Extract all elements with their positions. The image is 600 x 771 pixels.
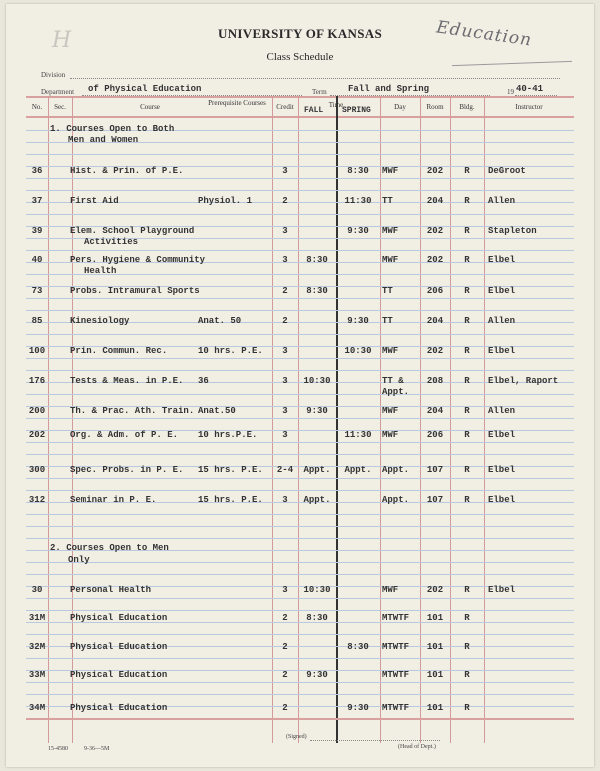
ruled-line	[26, 610, 574, 611]
section-heading-2-cont: Only	[68, 555, 90, 565]
cell-prereq: Physiol. 1	[198, 196, 253, 206]
ruled-line	[26, 214, 574, 215]
cell-bldg: R	[464, 376, 470, 386]
cell-bldg: R	[464, 406, 470, 416]
ruled-line	[26, 358, 574, 359]
ruled-line	[26, 394, 574, 395]
cell-no: 312	[28, 495, 46, 505]
cell-spring-time: 8:30	[347, 642, 369, 652]
col-head-no: No.	[31, 103, 43, 111]
cell-instructor: Elbel	[488, 430, 516, 440]
ruled-line	[26, 190, 574, 191]
cell-no: 30	[31, 585, 43, 595]
cell-bldg: R	[464, 196, 470, 206]
ruled-line	[26, 454, 574, 455]
cell-no: 34M	[28, 703, 46, 713]
cell-spring-time: Appt.	[344, 465, 372, 475]
cell-day: MWF	[382, 346, 399, 356]
ruled-line	[26, 370, 574, 371]
cell-day: MWF	[382, 430, 399, 440]
term-label: Term	[312, 88, 327, 96]
cell-prereq: 10 hrs.P.E.	[198, 430, 258, 440]
cell-day: MWF	[382, 585, 399, 595]
cell-spring-time: 9:30	[347, 316, 369, 326]
cell-credit: 2	[282, 642, 288, 652]
cell-room: 204	[426, 196, 444, 206]
cell-bldg: R	[464, 255, 470, 265]
col-head-instructor: Instructor	[515, 103, 543, 111]
cell-instructor: Allen	[488, 196, 516, 206]
division-line	[70, 78, 560, 79]
cell-room: 107	[426, 495, 444, 505]
ruled-line	[26, 526, 574, 527]
cell-room: 202	[426, 166, 444, 176]
cell-no: 100	[28, 346, 46, 356]
signed-label: (Signed)	[286, 734, 307, 740]
cell-no: 37	[31, 196, 43, 206]
cell-prereq: Anat.50	[198, 406, 236, 416]
cell-course: Physical Education	[70, 642, 168, 652]
cell-course: First Aid	[70, 196, 119, 206]
ruled-line	[26, 682, 574, 683]
cell-no: 31M	[28, 613, 46, 623]
cell-room: 204	[426, 406, 444, 416]
cell-bldg: R	[464, 613, 470, 623]
ruled-line	[26, 442, 574, 443]
cell-credit: 3	[282, 406, 288, 416]
cell-course: Probs. Intramural Sports	[70, 286, 200, 296]
section-heading-2: 2. Courses Open to Men	[50, 543, 169, 553]
cell-instructor: Elbel	[488, 465, 516, 475]
cell-bldg: R	[464, 286, 470, 296]
cell-no: 73	[31, 286, 43, 296]
cell-course-cont: Health	[84, 266, 117, 276]
cell-prereq: 15 hrs. P.E.	[198, 495, 263, 505]
cell-room: 204	[426, 316, 444, 326]
cell-fall-time: 10:30	[303, 585, 331, 595]
cell-course: Tests & Meas. in P.E.	[70, 376, 184, 386]
faint-pencil-mark: H	[52, 28, 72, 53]
ruled-line	[26, 334, 574, 335]
cell-credit: 2	[282, 196, 288, 206]
col-head-credit: Credit	[276, 103, 294, 111]
ruled-line	[26, 658, 574, 659]
ruled-line	[26, 490, 574, 491]
col-head-sec: Sec.	[54, 103, 66, 111]
cell-instructor: Elbel	[488, 286, 516, 296]
cell-course: Org. & Adm. of P. E.	[70, 430, 179, 440]
cell-instructor: Elbel	[488, 255, 516, 265]
cell-no: 85	[31, 316, 43, 326]
cell-day: MWF	[382, 406, 399, 416]
cell-fall-time: Appt.	[303, 465, 331, 475]
term-value: Fall and Spring	[348, 84, 430, 94]
cell-fall-time: 10:30	[303, 376, 331, 386]
cell-no: 176	[28, 376, 46, 386]
ruled-line	[26, 538, 574, 539]
cell-credit: 2-4	[276, 465, 294, 475]
university-title: UNIVERSITY OF KANSAS	[218, 26, 382, 41]
cell-room: 101	[426, 670, 444, 680]
cell-prereq: Anat. 50	[198, 316, 242, 326]
cell-fall-time: 8:30	[306, 286, 328, 296]
cell-no: 300	[28, 465, 46, 475]
cell-credit: 3	[282, 166, 288, 176]
form-subtitle: Class Schedule	[266, 51, 334, 63]
ruled-line	[26, 250, 574, 251]
cell-credit: 2	[282, 703, 288, 713]
cell-bldg: R	[464, 642, 470, 652]
section-heading-1-cont: Men and Women	[68, 135, 139, 145]
cell-day: MTWTF	[382, 613, 410, 623]
cell-instructor: Allen	[488, 406, 516, 416]
cell-credit: 2	[282, 613, 288, 623]
cell-spring-time: 10:30	[344, 346, 372, 356]
cell-course: Personal Health	[70, 585, 152, 595]
col-head-spring: SPRING	[342, 106, 371, 115]
cell-credit: 2	[282, 316, 288, 326]
cell-spring-time: 9:30	[347, 703, 369, 713]
cell-credit: 2	[282, 670, 288, 680]
cell-day: TT &	[382, 376, 404, 386]
ruled-line	[26, 562, 574, 563]
cell-credit: 3	[282, 226, 288, 236]
cell-bldg: R	[464, 670, 470, 680]
cell-prereq: 15 hrs. P.E.	[198, 465, 263, 475]
cell-course: Th. & Prac. Ath. Train.	[70, 406, 195, 416]
cell-day: MWF	[382, 166, 399, 176]
cell-day: MTWTF	[382, 642, 410, 652]
cell-fall-time: Appt.	[303, 495, 331, 505]
cell-credit: 3	[282, 430, 288, 440]
cell-course: Pers. Hygiene & Community	[70, 255, 206, 265]
ruled-line	[26, 514, 574, 515]
cell-room: 206	[426, 430, 444, 440]
cell-room: 101	[426, 703, 444, 713]
cell-no: 36	[31, 166, 43, 176]
cell-day-cont: Appt.	[382, 387, 410, 397]
col-head-room: Room	[426, 103, 444, 111]
ruled-line	[26, 178, 574, 179]
print-code: 9-36—5M	[84, 746, 110, 752]
cell-room: 202	[426, 255, 444, 265]
year-value: 40-41	[516, 84, 544, 94]
cell-bldg: R	[464, 346, 470, 356]
head-of-dept-label: (Head of Dept.)	[398, 744, 436, 750]
cell-course-cont: Activities	[84, 237, 139, 247]
cell-room: 107	[426, 465, 444, 475]
ruled-line	[26, 310, 574, 311]
cell-course: Spec. Probs. in P. E.	[70, 465, 184, 475]
division-label: Division	[41, 71, 66, 79]
cell-course: Elem. School Playground	[70, 226, 195, 236]
cell-instructor: DeGroot	[488, 166, 526, 176]
col-head-time: Time	[328, 101, 344, 109]
ruled-line	[26, 574, 574, 575]
cell-no: 33M	[28, 670, 46, 680]
form-number: 15-4580	[48, 746, 68, 752]
cell-bldg: R	[464, 703, 470, 713]
cell-credit: 2	[282, 286, 288, 296]
ruled-line	[26, 298, 574, 299]
department-value: of Physical Education	[88, 84, 202, 94]
cell-room: 101	[426, 613, 444, 623]
cell-room: 208	[426, 376, 444, 386]
cell-instructor: Stapleton	[488, 226, 537, 236]
cell-no: 40	[31, 255, 43, 265]
cell-day: MTWTF	[382, 670, 410, 680]
cell-day: TT	[382, 316, 393, 326]
cell-bldg: R	[464, 495, 470, 505]
section-heading-1: 1. Courses Open to Both	[50, 124, 175, 134]
ruled-line	[26, 418, 574, 419]
col-head-day: Day	[394, 103, 406, 111]
cell-course: Physical Education	[70, 613, 168, 623]
cell-day: TT	[382, 196, 393, 206]
cell-spring-time: 11:30	[344, 196, 372, 206]
cell-credit: 3	[282, 255, 288, 265]
cell-day: Appt.	[382, 495, 410, 505]
cell-course: Hist. & Prin. of P.E.	[70, 166, 184, 176]
cell-fall-time: 9:30	[306, 670, 328, 680]
cell-instructor: Elbel, Raport	[488, 376, 559, 386]
ruled-line	[26, 154, 574, 155]
cell-day: MTWTF	[382, 703, 410, 713]
department-label: Department	[41, 88, 75, 96]
cell-spring-time: 11:30	[344, 430, 372, 440]
ruled-line	[26, 598, 574, 599]
cell-instructor: Elbel	[488, 495, 516, 505]
cell-spring-time: 8:30	[347, 166, 369, 176]
header-bottom-rule	[26, 116, 574, 118]
cell-credit: 3	[282, 585, 288, 595]
cell-room: 202	[426, 346, 444, 356]
cell-course: Physical Education	[70, 670, 168, 680]
table-top-rule	[26, 96, 574, 98]
cell-instructor: Elbel	[488, 585, 516, 595]
table-bottom-rule	[26, 718, 574, 720]
year-prefix: 19	[507, 88, 514, 96]
cell-no: 39	[31, 226, 43, 236]
cell-room: 206	[426, 286, 444, 296]
cell-bldg: R	[464, 226, 470, 236]
cell-room: 202	[426, 226, 444, 236]
cell-credit: 3	[282, 376, 288, 386]
cell-credit: 3	[282, 495, 288, 505]
cell-bldg: R	[464, 316, 470, 326]
cell-instructor: Elbel	[488, 346, 516, 356]
col-head-fall: FALL	[304, 106, 324, 115]
cell-day: TT	[382, 286, 393, 296]
cell-bldg: R	[464, 166, 470, 176]
cell-bldg: R	[464, 585, 470, 595]
cell-prereq: 36	[198, 376, 209, 386]
cell-course: Physical Education	[70, 703, 168, 713]
cell-prereq: 10 hrs. P.E.	[198, 346, 263, 356]
cell-credit: 3	[282, 346, 288, 356]
signature-line	[310, 740, 440, 741]
cell-no: 202	[28, 430, 46, 440]
cell-fall-time: 8:30	[306, 255, 328, 265]
cell-day: MWF	[382, 226, 399, 236]
col-head-course: Course	[140, 103, 160, 111]
handwritten-note: Education	[435, 17, 534, 51]
cell-bldg: R	[464, 430, 470, 440]
cell-no: 32M	[28, 642, 46, 652]
cell-room: 101	[426, 642, 444, 652]
cell-day: MWF	[382, 255, 399, 265]
cell-course: Prin. Commun. Rec.	[70, 346, 168, 356]
cell-no: 200	[28, 406, 46, 416]
cell-bldg: R	[464, 465, 470, 475]
cell-room: 202	[426, 585, 444, 595]
col-head-prereq: Prerequisite Courses	[208, 99, 266, 107]
cell-course: Kinesiology	[70, 316, 130, 326]
cell-spring-time: 9:30	[347, 226, 369, 236]
cell-instructor: Allen	[488, 316, 516, 326]
ruled-line	[26, 694, 574, 695]
col-head-bldg: Bldg.	[459, 103, 475, 111]
ruled-line	[26, 478, 574, 479]
ruled-line	[26, 634, 574, 635]
cell-course: Seminar in P. E.	[70, 495, 157, 505]
cell-fall-time: 8:30	[306, 613, 328, 623]
cell-day: Appt.	[382, 465, 410, 475]
cell-fall-time: 9:30	[306, 406, 328, 416]
